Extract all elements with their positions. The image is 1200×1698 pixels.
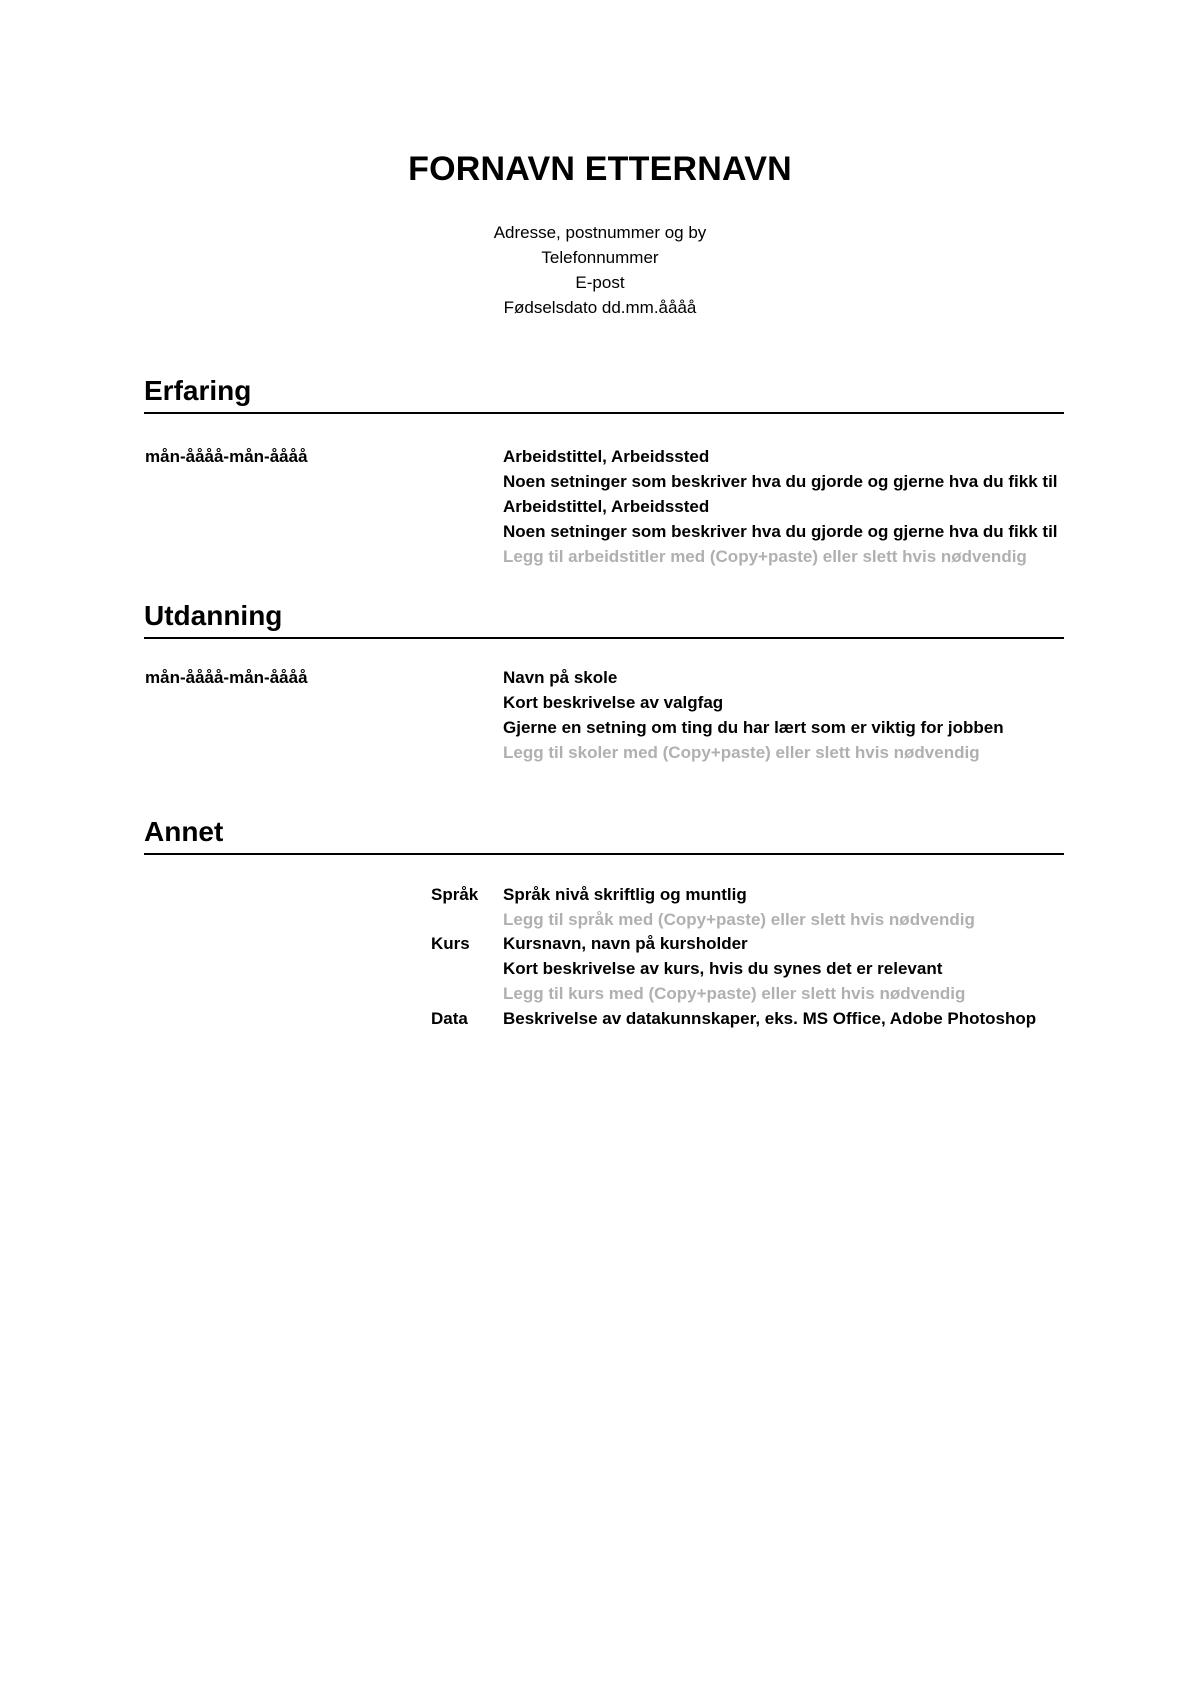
course-value: Kursnavn, navn på kursholder [503, 934, 748, 953]
education-details [503, 665, 1063, 765]
language-label: Språk [431, 885, 479, 904]
course-description: Kort beskrivelse av kurs, hvis du synes det er relevant [503, 959, 943, 978]
cv-header [0, 148, 1200, 320]
language-hint: Legg til språk med (Copy+paste) eller slett hvis nødvendig [503, 910, 975, 929]
experience-line: Noen setninger som beskriver hva du gjorde og gjerne hva du fikk til [503, 472, 1058, 491]
contact-block [0, 220, 1200, 320]
section-title-other: Annet [144, 815, 1064, 855]
data-value: Beskrivelse av datakunnskaper, eks. MS Office, Adobe Photoshop [503, 1009, 1037, 1028]
course-label: Kurs [431, 934, 470, 953]
email: E-post [575, 273, 625, 292]
experience-hint: Legg til arbeidstitler med (Copy+paste) eller slett hvis nødvendig [503, 547, 1027, 566]
education-line: Navn på skole [503, 668, 618, 687]
education-line: Kort beskrivelse av valgfag [503, 693, 724, 712]
language-value: Språk nivå skriftlig og muntlig [503, 885, 747, 904]
education-date: mån-åååå-mån-åååå [145, 668, 308, 687]
data-label: Data [431, 1009, 468, 1028]
experience-date: mån-åååå-mån-åååå [145, 447, 308, 466]
full-name: FORNAVN ETTERNAVN [408, 150, 792, 188]
experience-line: Noen setninger som beskriver hva du gjorde og gjerne hva du fikk til [503, 522, 1058, 541]
birthdate: Fødselsdato dd.mm.åååå [503, 298, 697, 317]
education-line: Gjerne en setning om ting du har lært som er viktig for jobben [503, 718, 1004, 737]
education-hint: Legg til skoler med (Copy+paste) eller slett hvis nødvendig [503, 743, 980, 762]
experience-line: Arbeidstittel, Arbeidssted [503, 447, 710, 466]
section-title-education: Utdanning [144, 599, 1064, 639]
experience-details [503, 444, 1063, 569]
experience-line: Arbeidstittel, Arbeidssted [503, 497, 710, 516]
course-hint: Legg til kurs med (Copy+paste) eller slett hvis nødvendig [503, 984, 966, 1003]
section-title-experience: Erfaring [144, 374, 1064, 414]
address: Adresse, postnummer og by [493, 223, 707, 242]
phone: Telefonnummer [541, 248, 659, 267]
